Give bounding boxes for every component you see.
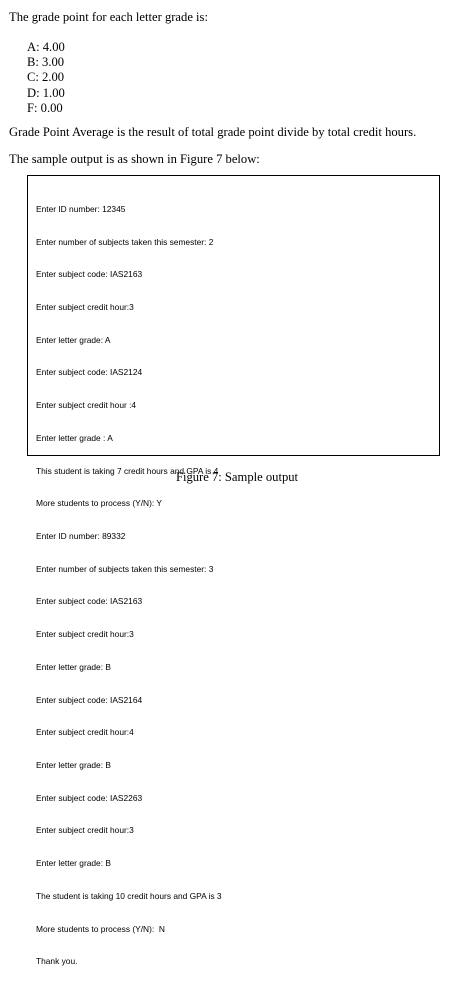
console-line: Enter number of subjects taken this semester: 3 [36, 563, 214, 574]
grade-point-item: B: 3.00 [27, 55, 65, 70]
console-line: Enter letter grade : A [36, 432, 113, 443]
grade-point-item: F: 0.00 [27, 100, 63, 115]
intro-text: The grade point for each letter grade is: [9, 10, 208, 24]
console-line: More students to process (Y/N): N [36, 923, 165, 934]
console-line: Enter subject credit hour:3 [36, 629, 134, 640]
figure-caption: Figure 7: Sample output [175, 470, 299, 484]
console-line: More students to process (Y/N): Y [36, 498, 162, 509]
console-line: Enter subject code: IAS2124 [36, 367, 143, 378]
console-line: Enter ID number: 89332 [36, 531, 126, 541]
console-line: Thank you. [36, 956, 78, 967]
console-line: Enter letter grade: A [36, 334, 111, 345]
console-line: Enter letter grade: B [36, 760, 111, 771]
console-line: The student is taking 10 credit hours and GPA is 3 [36, 890, 222, 901]
console-line: Enter subject code: IAS2163 [36, 269, 143, 280]
grade-point-item: C: 2.00 [27, 70, 65, 85]
console-line: Enter subject code: IAS2263 [36, 792, 143, 803]
console-line: Enter ID number: 12345 [36, 203, 126, 214]
grade-point-item: A: 4.00 [27, 40, 65, 54]
gpa-definition-text: Grade Point Average is the result of total grade point divide by total credit hours. [9, 125, 417, 139]
console-line: Enter number of subjects taken this semester: 2 [36, 236, 214, 247]
console-output [36, 182, 222, 989]
console-line: Enter subject credit hour:3 [36, 301, 134, 312]
console-line: Enter subject code: IAS2163 [36, 596, 143, 607]
console-line: Enter letter grade: B [36, 858, 111, 869]
console-line: Enter subject credit hour :4 [36, 400, 137, 411]
console-line: Enter subject credit hour:4 [36, 727, 134, 738]
console-line: Enter subject code: IAS2164 [36, 694, 143, 705]
console-line: This student is taking 7 credit hours and GPA is 4 [36, 465, 219, 476]
sample-output-intro: The sample output is as shown in Figure 7 below: [9, 152, 260, 166]
grade-point-list [27, 40, 65, 116]
grade-point-item: D: 1.00 [27, 85, 65, 100]
console-line: Enter letter grade: B [36, 661, 111, 672]
console-line: Enter subject credit hour:3 [36, 825, 134, 836]
